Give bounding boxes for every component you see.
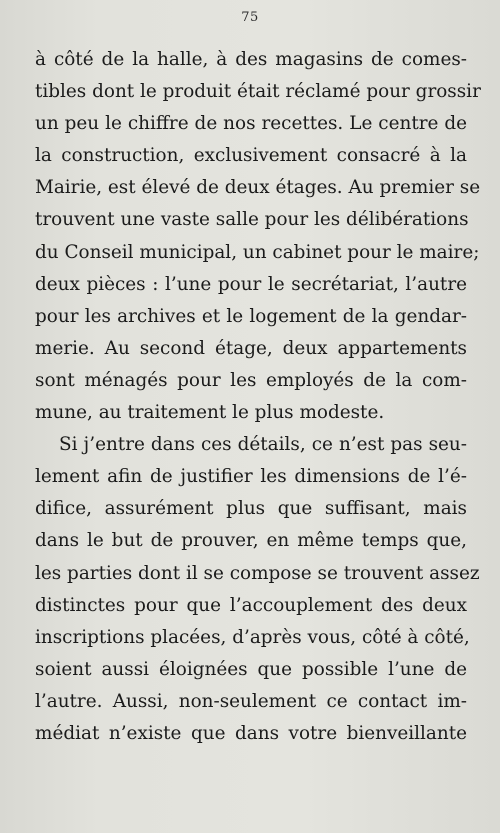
paragraph-1 <box>35 44 481 429</box>
text-line: merie. Au second étage, deux appartements <box>35 337 467 359</box>
text-line: Si j’entre dans ces détails, ce n’est pas seu- <box>59 434 467 456</box>
text-line: sont ménagés pour les employés de la com- <box>35 369 467 391</box>
body-text <box>35 44 481 750</box>
text-line: Mairie, est élevé de deux étages. Au premier se <box>35 177 481 199</box>
text-line: la construction, exclusivement consacré à la <box>35 145 467 167</box>
text-line: trouvent une vaste salle pour les délibérations <box>35 209 469 231</box>
text-line: à côté de la halle, à des magasins de comes- <box>35 49 467 70</box>
paragraph-2 <box>35 429 480 750</box>
text-line: inscriptions placées, d’après vous, côté à côté, <box>35 626 470 648</box>
text-line: soient aussi éloignées que possible l’une de <box>35 658 467 680</box>
text-line: lement afin de justifier les dimensions de l’é- <box>35 466 467 488</box>
text-line: du Conseil municipal, un cabinet pour le maire; <box>35 241 480 263</box>
text-line: médiat n’existe que dans votre bienveillante <box>35 722 467 744</box>
text-line: les parties dont il se compose se trouvent assez <box>35 562 480 584</box>
text-line: pour les archives et le logement de la gendar- <box>35 305 467 327</box>
text-line: dans le but de prouver, en même temps que, <box>35 530 467 552</box>
text-line: l’autre. Aussi, non-seulement ce contact im- <box>35 690 467 712</box>
text-line: deux pièces : l’une pour le secrétariat, l’autre <box>35 273 467 295</box>
text-line: difice, assurément plus que suffisant, mais <box>35 498 467 520</box>
text-line: distinctes pour que l’accouplement des deux <box>35 594 467 616</box>
text-line: tibles dont le produit était réclamé pour grossir <box>35 81 481 103</box>
text-line: un peu le chiffre de nos recettes. Le centre de <box>35 113 467 135</box>
text-line: mune, au traitement le plus modeste. <box>35 402 385 424</box>
page-number: 75 <box>241 10 259 25</box>
